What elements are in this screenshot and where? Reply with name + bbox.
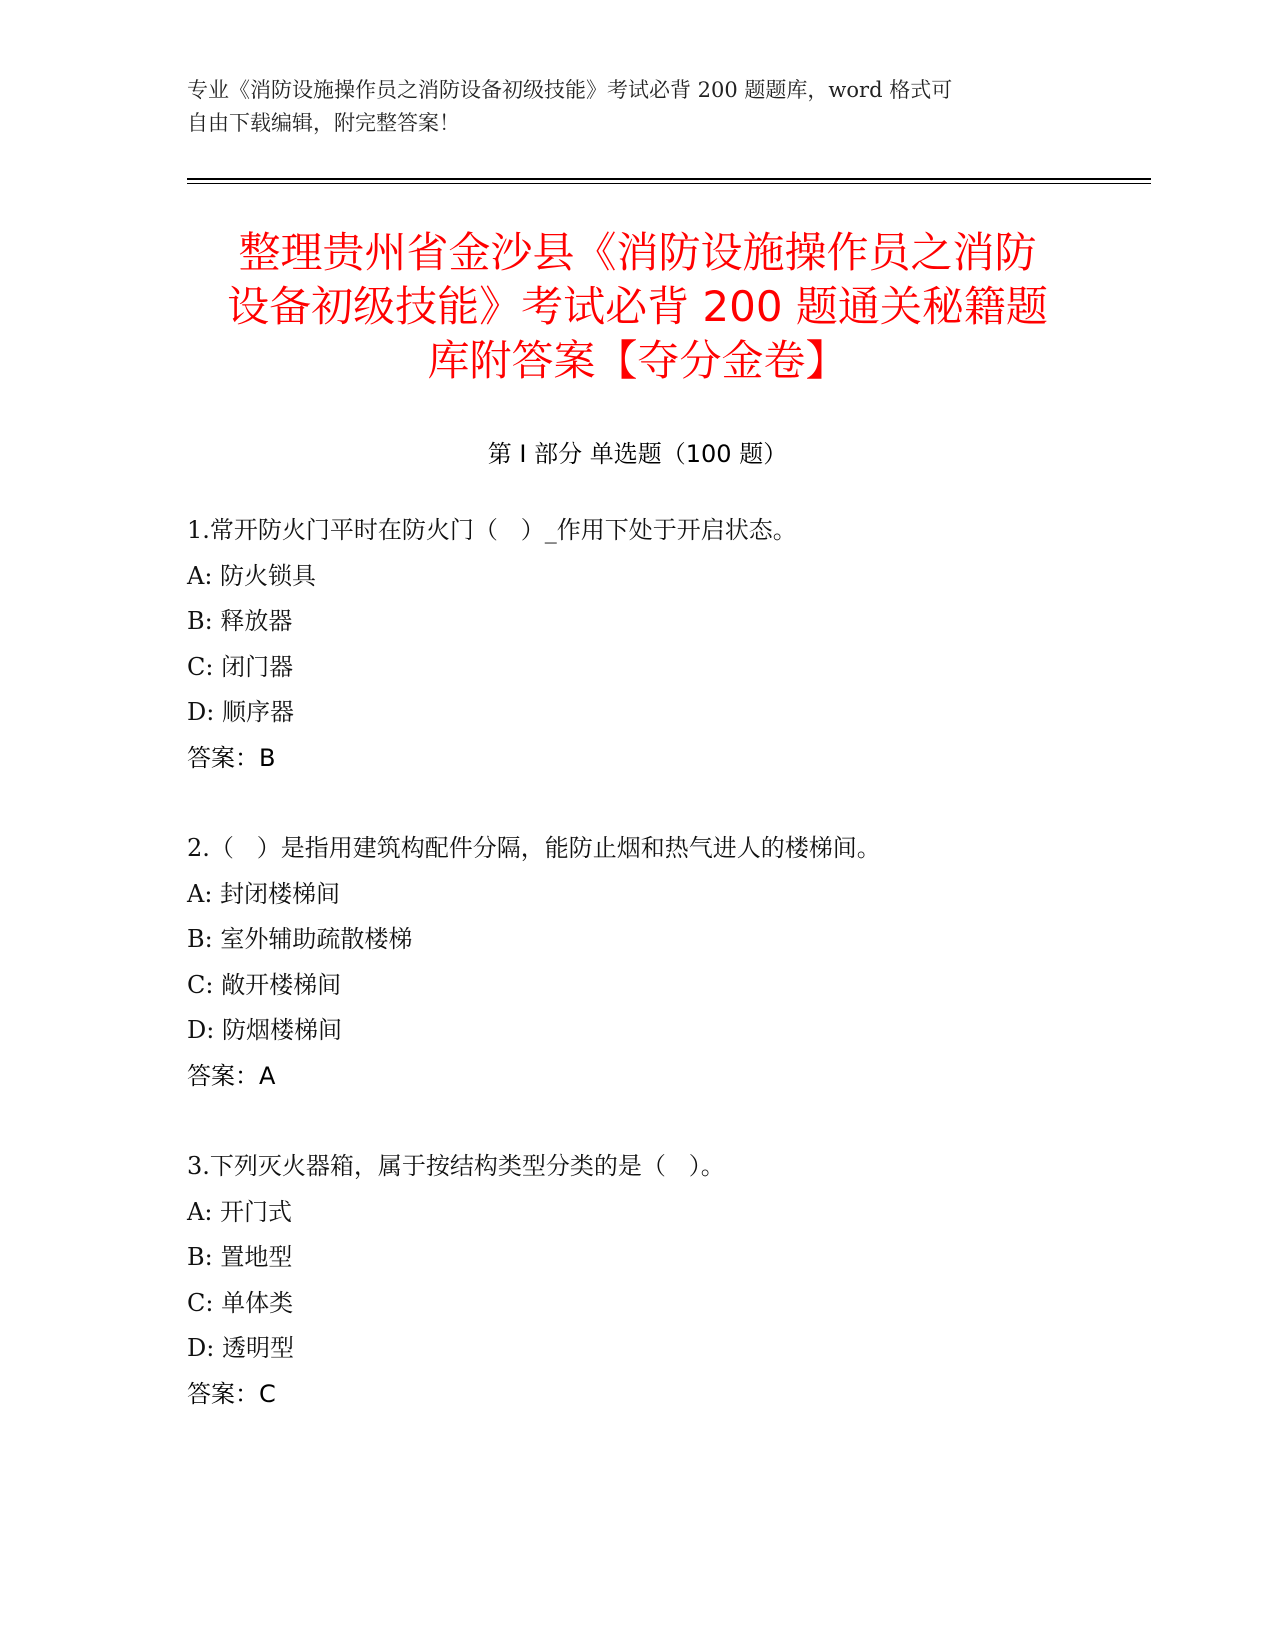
option-d: D: 顺序器 (187, 698, 294, 726)
header-divider-thick (187, 178, 1151, 180)
header-note-line-2: 自由下载编辑，附完整答案！ (187, 111, 460, 135)
option-b: B: 释放器 (187, 607, 293, 635)
question-stem: 1.常开防火门平时在防火门（ ）_作用下处于开启状态。 (187, 516, 797, 544)
document-header-note (187, 74, 1067, 140)
answer-label: 答案：C (187, 1379, 276, 1408)
question-3 (187, 1144, 1137, 1417)
question-2 (187, 826, 1137, 1099)
question-stem: 3.下列灭火器箱，属于按结构类型分类的是（ ）。 (187, 1152, 725, 1180)
option-a: A: 开门式 (187, 1197, 293, 1226)
option-a: A: 防火锁具 (187, 561, 317, 590)
question-1 (187, 508, 1137, 781)
title-line-1: 整理贵州省金沙县《消防设施操作员之消防 (238, 228, 1037, 277)
option-d: D: 透明型 (187, 1334, 294, 1362)
answer-label: 答案：A (187, 1061, 276, 1090)
title-line-3: 库附答案【夺分金卷】 (427, 336, 848, 385)
section-heading: 第 I 部分 单选题（100 题） (487, 440, 788, 468)
option-d: D: 防烟楼梯间 (187, 1016, 342, 1044)
document-title (150, 226, 1125, 388)
option-a: A: 封闭楼梯间 (187, 879, 341, 908)
header-divider-thin (187, 183, 1151, 184)
title-line-2: 设备初级技能》考试必背 200 题通关秘籍题 (227, 282, 1048, 331)
option-b: B: 置地型 (187, 1243, 293, 1271)
header-note-line-1: 专业《消防设施操作员之消防设备初级技能》考试必背 200 题题库，word 格式可 (187, 78, 953, 102)
option-c: C: 敞开楼梯间 (187, 970, 342, 999)
option-b: B: 室外辅助疏散楼梯 (187, 925, 413, 953)
option-c: C: 闭门器 (187, 652, 294, 681)
question-stem: 2.（ ）是指用建筑构配件分隔，能防止烟和热气进人的楼梯间。 (187, 834, 881, 862)
answer-label: 答案：B (187, 743, 276, 772)
option-c: C: 单体类 (187, 1288, 294, 1317)
